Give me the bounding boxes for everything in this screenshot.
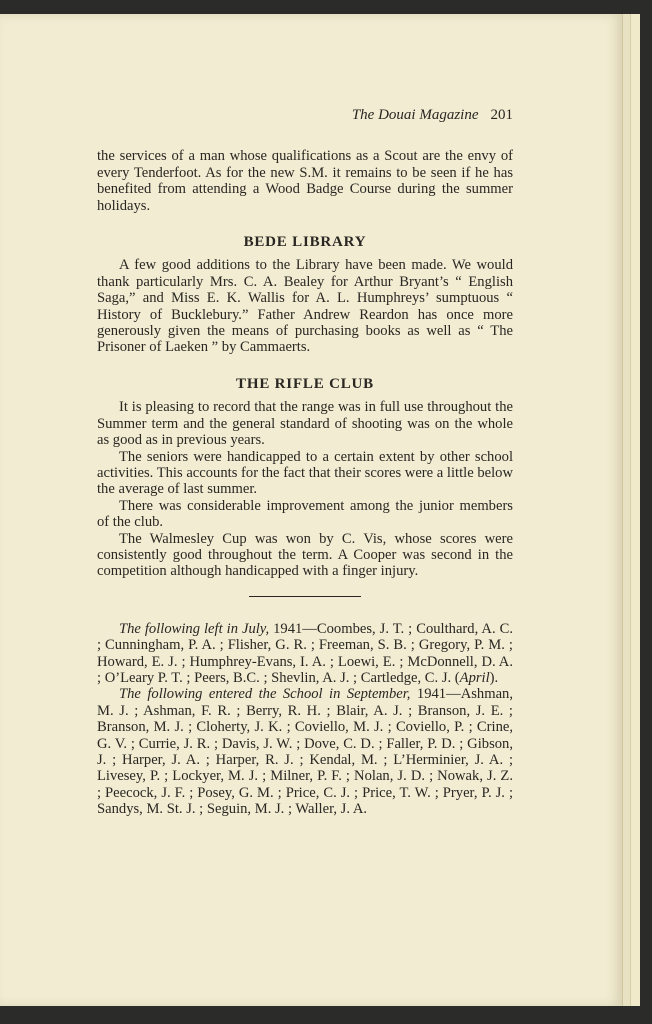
- scout-paragraph: the services of a man whose qualifications as a Scout are the envy of every Tenderfoot. As for the new S.M. it remains to be seen if he has benefited from attending a Wood Badge Course during the summer holidays.: [97, 148, 513, 214]
- left-names: 1941—Coombes, J. T. ; Coulthard, A. C. ; Cunningham, P. A. ; Flisher, G. R. ; Freeman, S. B. ; Gregory, P. M. ; Howard, E. J. ; Humphrey-Evans, I. A. ; Loewi, E. ; McDonnell, D. A. ; O’Leary P. T. ; Peers, B.C. ; Shevlin, A. J. ; Cartledge, C. J. (: [97, 620, 513, 686]
- entered-intro: The following entered the School in September,: [119, 686, 411, 703]
- bede-library-heading: BEDE LIBRARY: [243, 234, 367, 251]
- rifle-club-paragraph: It is pleasing to record that the range was in full use throughout the Summer term and the general standard of shooting was on the whole as good as in previous years.: [97, 399, 513, 449]
- page-content: [97, 107, 513, 818]
- page-number: 201: [490, 107, 513, 123]
- rifle-club-paragraph: There was considerable improvement among the junior members of the club.: [97, 497, 513, 531]
- rifle-club-paragraph: The seniors were handicapped to a certain extent by other school activities. This accounts for the fact that their scores were a little below the average of last summer.: [97, 448, 513, 498]
- section-divider: [249, 596, 361, 597]
- magazine-title: The Douai Magazine: [351, 107, 479, 123]
- running-header: [97, 107, 513, 123]
- left-list-paragraph: [97, 621, 513, 687]
- entered-list-paragraph: [97, 686, 513, 817]
- rifle-club-paragraph: The Walmesley Cup was won by C. Vis, whose scores were consistently good throughout the term. A Cooper was second in the competition although handicapped with a finger injury.: [97, 530, 513, 580]
- left-end: ).: [489, 669, 499, 686]
- entered-names: 1941—Ashman, M. J. ; Ashman, F. R. ; Berry, R. H. ; Blair, A. J. ; Branson, J. E. ; Branson, M. J. ; Cloherty, J. K. ; Coviello, M. J. ; Coviello, P. ; Crine, G. V. ; Currie, J. R. ; Davis, J. W. ; Dove, C. D. ; Faller, P. D. ; Gibson, J. ; Harper, J. A. ; Harper, R. J. ; Kendal, M. ; L’Herminier, J. A. ; Livesey, P. ; Lockyer, M. J. ; Milner, P. F. ; Nolan, J. D. ; Nowak, J. Z. ; Peecock, J. F. ; Posey, G. M. ; Price, C. J. ; Price, T. W. ; Pryer, P. J. ; Sandys, M. St. J. ; Seguin, M. J. ; Waller, J. A.: [97, 686, 513, 818]
- left-intro: The following left in July,: [119, 620, 270, 637]
- rifle-club-heading: THE RIFLE CLUB: [236, 375, 374, 392]
- book-cover-edge: [640, 14, 652, 1006]
- left-month: April: [459, 669, 490, 686]
- bede-library-paragraph: A few good additions to the Library have been made. We would thank particularly Mrs. C. A. Bealey for Arthur Bryant’s “ English Saga,” and Miss E. K. Wallis for A. L. Humphreys’ sumptuous “ History of Bucklebury.” Father Andrew Reardon has once more generously given the means of purchasing books as well as “ The Prisoner of Laeken ” by Cammaerts.: [97, 257, 513, 356]
